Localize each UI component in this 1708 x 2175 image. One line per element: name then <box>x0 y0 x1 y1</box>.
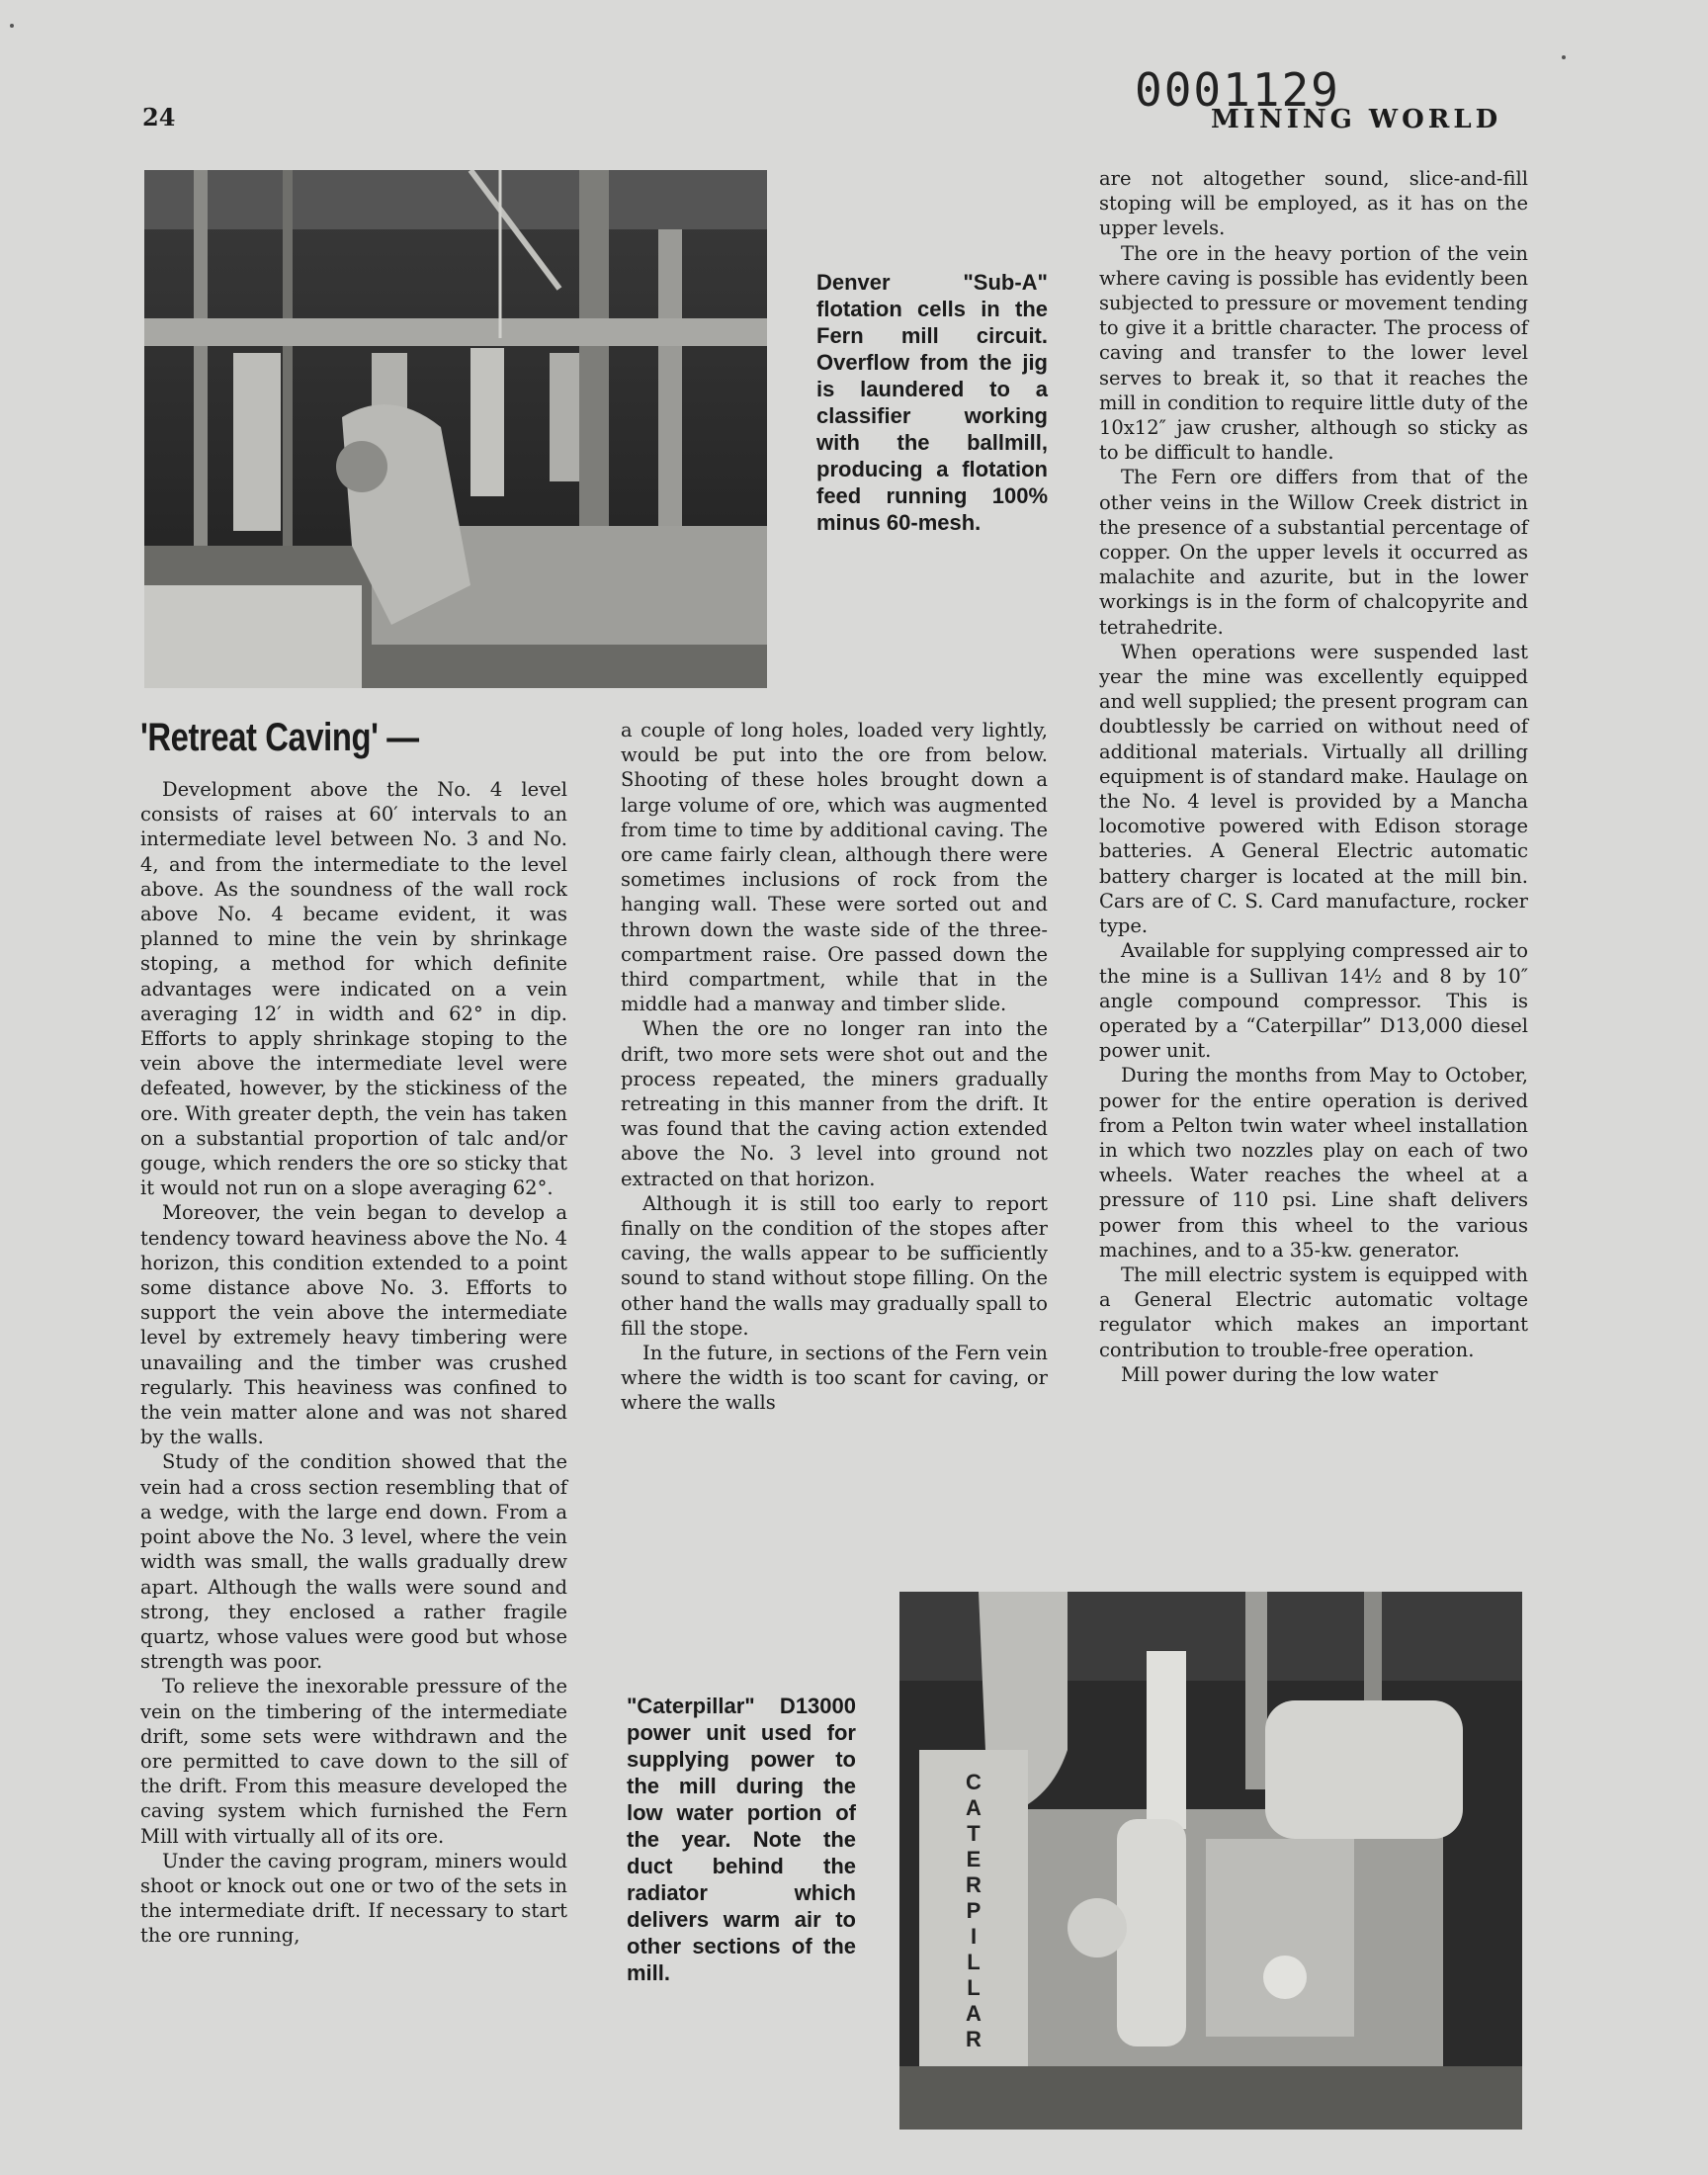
flotation-cells-image <box>144 170 767 688</box>
paragraph: Under the caving program, miners would shoot or knock out one or two of the sets in the intermediate drift. If necessary to start the ore running, <box>140 1849 567 1948</box>
paragraph: Although it is still too early to report finally on the condition of the stopes after caving, the walls appear to be sufficiently sound to stand without stope filling. On the other hand the walls may gradually spall to fill the stope. <box>621 1191 1048 1340</box>
paragraph: Development above the No. 4 level consists of raises at 60′ intervals to an intermediate level between No. 3 and No. 4, and from the intermediate to the level above. As the soundness of the wall rock above No. 4 became evident, it was planned to mine the vein by shrinkage stoping, a method for which definite advantages were indicated on a vein averaging 12′ in width and 62° in dip. Efforts to apply shrinkage stoping to the vein above the intermediate level were defeated, however, by the stickiness of the ore. With greater depth, the vein has taken on a substantial proportion of talc and/or gouge, which renders the ore so sticky that it would not run on a slope averaging 62°. <box>140 778 567 1200</box>
caterpillar-lettering <box>966 1770 982 2051</box>
paragraph: When operations were suspended last year the mine was excellently equipped and well supplied; the present program can doubtlessly be carried on without need of additional materials. Virtually all drilling equipment is of standard make. Haulage on the No. 4 level is provided by a Mancha locomotive powered with Edison storage batteries. A General Electric automatic battery charger is located at the mill bin. Cars are of C. S. Card manufacture, rocker type. <box>1099 640 1528 938</box>
paragraph: Mill power during the low water <box>1121 1362 1438 1386</box>
engine-letter: P <box>966 1898 982 1923</box>
paragraph: The mill electric system is equipped with a General Electric automatic voltage regulator which makes an important contribution to trouble-free operation. <box>1099 1262 1528 1361</box>
paragraph: Study of the condition showed that the vein had a cross section resembling that of a wedge, with the large end down. From a point above the No. 3 level, where the vein width was small, the walls gradually drew apart. Although the walls were sound and strong, they enclosed a rather fragile quartz, whose values were good but whose strength was poor. <box>140 1450 567 1674</box>
paragraph: During the months from May to October, power for the entire operation is derived from a Pelton twin water wheel installation in which two nozzles play on each of two wheels. Water reaches the wheel at a pressure of 110 psi. Line shaft delivers power from this wheel to the various machines, and to a 35-kw. generator. <box>1099 1064 1528 1262</box>
publication-title: MINING WORLD <box>1211 105 1502 134</box>
paragraph: The ore in the heavy portion of the vein where caving is possible has evidently been subjected to pressure or movement tending to give it a brittle character. The process of caving and transfer to the lower level serves to break it, so that it reaches the mill in condition to require little duty of the 10x12″ jaw crusher, although so sticky as to be difficult to handle. <box>1099 241 1528 465</box>
article-column-3 <box>1099 166 1528 1387</box>
paragraph: Available for supplying compressed air to the mine is a Sullivan 14½ and 8 by 10″ angle compound compressor. This is operated by a “Caterpillar” D13,000 diesel power unit. <box>1099 939 1528 1063</box>
scan-speck <box>1562 55 1566 59</box>
section-headline: 'Retreat Caving' — <box>140 716 419 759</box>
article-column-1 <box>140 777 567 1949</box>
engine-letter: T <box>967 1821 981 1846</box>
article-column-2 <box>621 718 1048 1416</box>
flotation-photo-caption: Denver "Sub-A" flotation cells in the Fern mill circuit. Overflow from the jig is laundered to a classifier working with the ballmill, producing a flotation feed running 100% minus 60-mesh. <box>816 270 1048 535</box>
engine-letter: L <box>967 1975 981 2000</box>
engine-letter: A <box>966 2001 982 2026</box>
scan-speck <box>10 24 14 28</box>
engine-letter: A <box>966 1795 982 1820</box>
paragraph: To relieve the inexorable pressure of the vein on the timbering of the intermediate drift, some sets were withdrawn and the ore permitted to cave down to the sill of the drift. From this measure developed the caving system which furnished the Fern Mill with virtually all of its ore. <box>140 1675 567 1848</box>
engine-letter: E <box>966 1847 982 1871</box>
paragraph: a couple of long holes, loaded very lightly, would be put into the ore from below. Shooting of these holes brought down a large volume of ore, which was augmented from time to time by additional caving. The ore came fairly clean, although there were sometimes inclusions of rock from the hanging wall. These were sorted out and thrown down the waste side of the three-compartment raise. Ore passed down the third compartment, while that in the middle had a manway and timber slide. <box>621 719 1048 1016</box>
power-unit-photo <box>899 1592 1522 2130</box>
paragraph: The Fern ore differs from that of the other veins in the Willow Creek district in the presence of a substantial percentage of copper. On the upper levels it occurred as malachite and azurite, but in the lower workings is in the form of chalcopyrite and tetrahedrite. <box>1099 466 1528 639</box>
paragraph: Moreover, the vein began to develop a tendency toward heaviness above the No. 4 horizon, this condition extended to a point some distance above No. 3. Efforts to support the vein above the intermediate level by extremely heavy timbering were unavailing and the timber was crushed regularly. This heaviness was confined to the vein matter alone and was not shared by the walls. <box>140 1201 567 1449</box>
paragraph: In the future, in sections of the Fern vein where the width is too scant for caving, or where the walls <box>621 1342 1048 1415</box>
flotation-cells-photo <box>144 170 767 688</box>
engine-letter: I <box>970 1924 978 1949</box>
engine-letter: R <box>966 2027 982 2051</box>
page-number: 24 <box>142 103 176 131</box>
engine-letter: R <box>966 1872 982 1897</box>
power-unit-image <box>899 1592 1522 2130</box>
power-unit-caption: "Caterpillar" D13000 power unit used for supplying power to the mill during the low water portion of the year. Note the duct behind the radiator which delivers warm air to other sections of the mill. <box>627 1694 856 1985</box>
paragraph: are not altogether sound, slice-and-fill stoping will be employed, as it has on the upper levels. <box>1099 167 1528 240</box>
archive-stamp: 0001129 <box>1135 63 1340 117</box>
engine-letter: L <box>967 1950 981 1974</box>
engine-letter: C <box>966 1770 982 1794</box>
paragraph: When the ore no longer ran into the drift, two more sets were shot out and the process repeated, the miners gradually retreating in this manner from the drift. It was found that the caving action extended above the No. 3 level into ground not extracted on that horizon. <box>621 1017 1048 1190</box>
svg-text:CATERPILLAR <box>966 1770 982 2051</box>
